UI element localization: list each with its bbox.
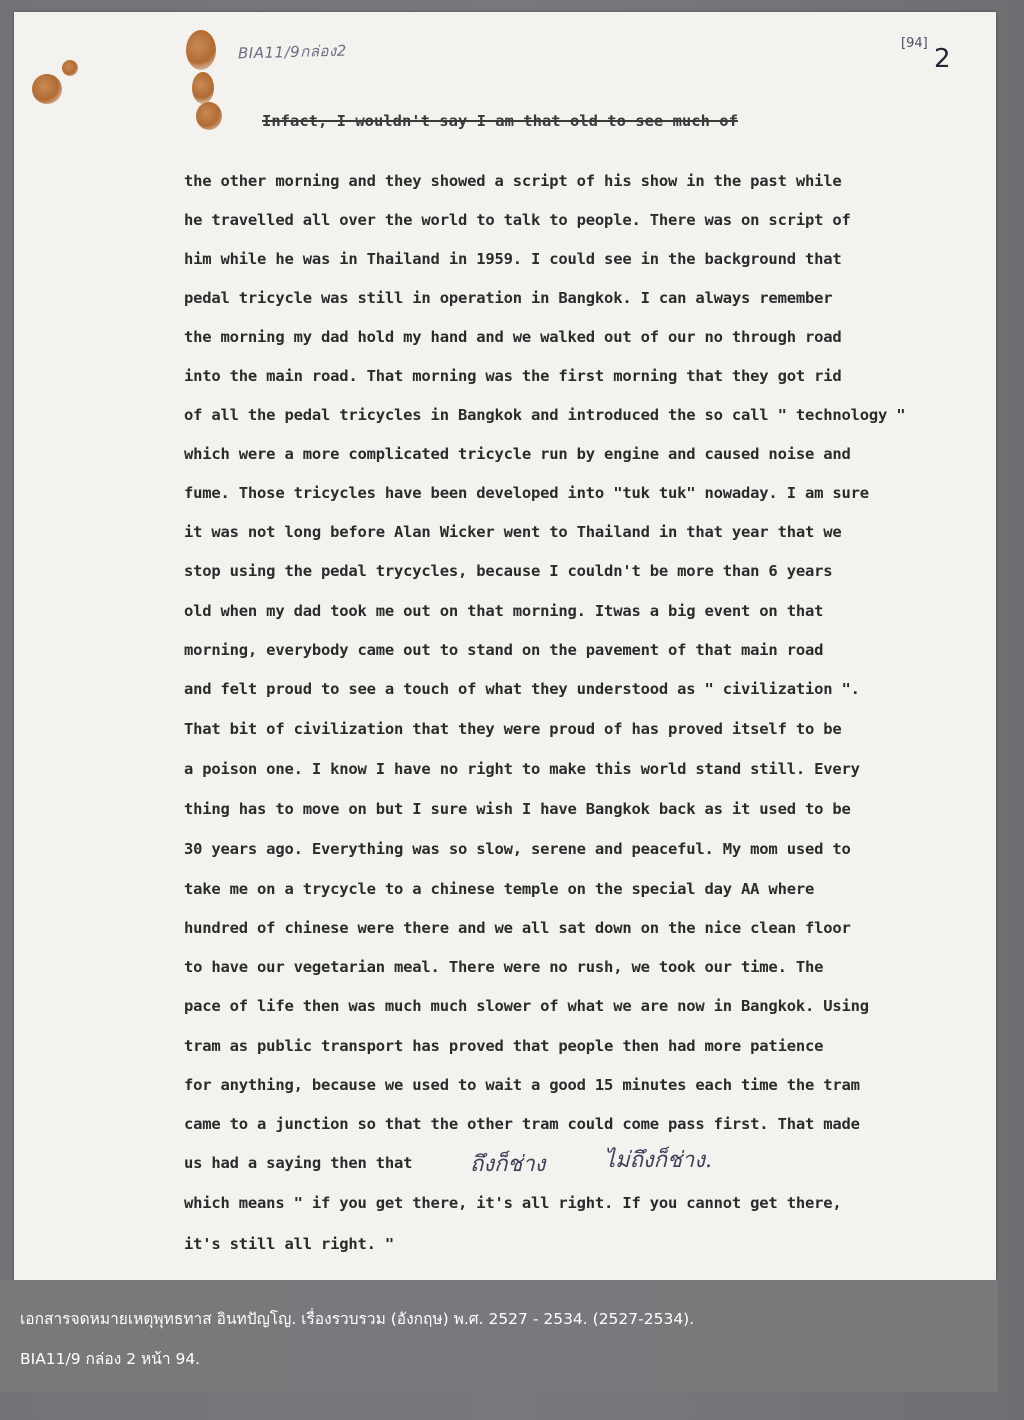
text-line: for anything, because we used to wait a good 15 minutes each time the tram bbox=[184, 1076, 860, 1094]
text-line: a poison one. I know I have no right to make this world stand still. Every bbox=[184, 760, 860, 778]
caption-reference: BIA11/9 กล่อง 2 หน้า 94. bbox=[20, 1350, 201, 1368]
text-line: the morning my dad hold my hand and we walked out of our no through road bbox=[184, 328, 842, 346]
struck-heading: Infact, I wouldn't say I am that old to see much of bbox=[262, 112, 738, 130]
text-line: which means " if you get there, it's all right. If you cannot get there, bbox=[184, 1194, 842, 1212]
text-line: and felt proud to see a touch of what they understood as " civilization ". bbox=[184, 680, 860, 698]
text-line: which were a more complicated tricycle run by engine and caused noise and bbox=[184, 445, 851, 463]
document-page bbox=[14, 12, 996, 1280]
page-reference: [94] bbox=[901, 36, 928, 51]
text-line: it's still all right. " bbox=[184, 1235, 395, 1253]
rust-stain bbox=[196, 102, 222, 130]
text-line: of all the pedal tricycles in Bangkok and introduced the so call " technology " bbox=[184, 406, 906, 424]
text-line: fume. Those tricycles have been developed into "tuk tuk" nowaday. I am sure bbox=[184, 484, 869, 502]
image-caption bbox=[0, 1280, 998, 1392]
page-number: 2 bbox=[934, 44, 951, 74]
caption-title: เอกสารจดหมายเหตุพุทธทาส อินทปัญโญ. เรื่องรวบรวม (อังกฤษ) พ.ศ. 2527 - 2534. (2527-2534). bbox=[20, 1310, 695, 1328]
handwritten-thai-phrase: ไม่ถึงก็ช่าง. bbox=[604, 1148, 712, 1173]
text-line: That bit of civilization that they were proud of has proved itself to be bbox=[184, 720, 842, 738]
text-line: take me on a trycycle to a chinese temple on the special day AA where bbox=[184, 880, 815, 898]
text-line: tram as public transport has proved that people then had more patience bbox=[184, 1037, 824, 1055]
rust-stain bbox=[62, 60, 78, 76]
text-line: came to a junction so that the other tram could come pass first. That made bbox=[184, 1115, 860, 1133]
text-line: old when my dad took me out on that morning. Itwas a big event on that bbox=[184, 602, 824, 620]
rust-stain bbox=[32, 74, 62, 104]
text-line: hundred of chinese were there and we all sat down on the nice clean floor bbox=[184, 919, 851, 937]
text-line: thing has to move on but I sure wish I have Bangkok back as it used to be bbox=[184, 800, 851, 818]
text-line: 30 years ago. Everything was so slow, serene and peaceful. My mom used to bbox=[184, 840, 851, 858]
text-line: pace of life then was much much slower of what we are now in Bangkok. Using bbox=[184, 997, 869, 1015]
text-line: he travelled all over the world to talk to people. There was on script of bbox=[184, 211, 851, 229]
rust-stain bbox=[186, 30, 216, 70]
rust-stain bbox=[192, 72, 214, 104]
text-line: into the main road. That morning was the first morning that they got rid bbox=[184, 367, 842, 385]
text-line: stop using the pedal trycycles, because I couldn't be more than 6 years bbox=[184, 562, 833, 580]
archive-reference-note: BIA11/9กล่อง2 bbox=[237, 41, 348, 63]
text-line: pedal tricycle was still in operation in Bangkok. I can always remember bbox=[184, 289, 833, 307]
text-line: the other morning and they showed a script of his show in the past while bbox=[184, 172, 842, 190]
handwritten-thai-phrase: ถึงก็ช่าง bbox=[470, 1152, 546, 1177]
text-line: to have our vegetarian meal. There were no rush, we took our time. The bbox=[184, 958, 824, 976]
text-line: it was not long before Alan Wicker went to Thailand in that year that we bbox=[184, 523, 842, 541]
text-line: him while he was in Thailand in 1959. I could see in the background that bbox=[184, 250, 842, 268]
text-line: morning, everybody came out to stand on the pavement of that main road bbox=[184, 641, 824, 659]
text-line: us had a saying then that bbox=[184, 1154, 413, 1172]
